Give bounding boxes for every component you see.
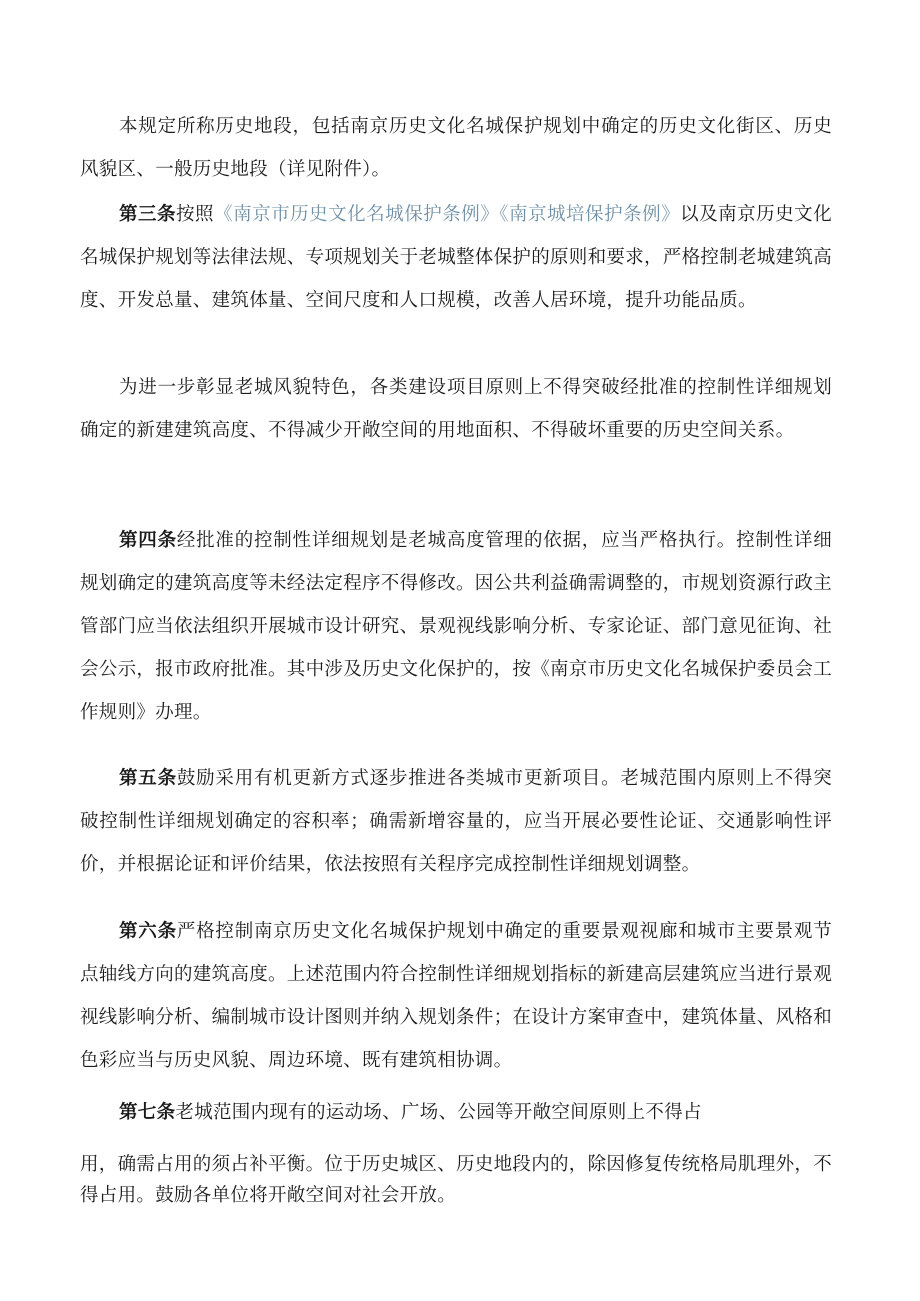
article-7-text: 老城范围内现有的运动场、广场、公园等开敞空间原则上不得占 — [175, 1102, 702, 1123]
article-3-pre: 按照 — [176, 204, 215, 225]
article-7-continuation — [80, 1149, 832, 1211]
article-3-text: 以及南京历史文化名城保护规划等法律法规、专项规划关于老城整体保护的原则和要求，严格控制老城建筑高度、开发总量、建筑体量、空间尺度和人口规模，改善人居环境，提升功能品质。 — [80, 204, 833, 311]
article-3-label: 第三条 — [119, 204, 177, 225]
paragraph-historic-areas — [80, 105, 832, 191]
article-4 — [80, 519, 832, 734]
paragraph-text: 本规定所称历史地段，包括南京历史文化名城保护规划中确定的历史文化街区、历史风貌区、一般历史地段（详见附件）。 — [80, 116, 832, 180]
regulation-reference-link[interactable]: 《南京市历史文化名城保护条例》《南京城培保护条例》 — [214, 204, 681, 225]
article-4-label: 第四条 — [119, 530, 177, 551]
article-7-label: 第七条 — [119, 1102, 176, 1123]
article-3 — [80, 193, 832, 322]
article-6-text: 严格控制南京历史文化名城保护规划中确定的重要景观视廊和城市主要景观节点轴线方向的建筑高度。上述范围内符合控制性详细规划指标的新建高层建筑应当进行景观视线影响分析、编制城市设计图则并纳入规划条件；在设计方案审查中，建筑体量、风格和色彩应当与历史风貌、周边环境、既有建筑相协调。 — [80, 921, 833, 1071]
paragraph-old-city-character — [80, 366, 832, 452]
article-7 — [80, 1091, 832, 1134]
article-6 — [80, 910, 832, 1082]
article-4-text: 经批准的控制性详细规划是老城高度管理的依据，应当严格执行。控制性详细规划确定的建筑高度等未经法定程序不得修改。因公共利益确需调整的，市规划资源行政主管部门应当依法组织开展城市设计研究、景观视线影响分析、专家论证、部门意见征询、社会公示，报市政府批准。其中涉及历史文化保护的，按《南京市历史文化名城保护委员会工作规则》办理。 — [80, 530, 833, 723]
paragraph-text: 为进一步彰显老城风貌特色，各类建设项目原则上不得突破经批准的控制性详细规划确定的新建建筑高度、不得减少开敞空间的用地面积、不得破坏重要的历史空间关系。 — [80, 377, 832, 441]
article-5-text: 鼓励采用有机更新方式逐步推进各类城市更新项目。老城范围内原则上不得突破控制性详细规划确定的容积率；确需新增容量的，应当开展必要性论证、交通影响性评价，并根据论证和评价结果，依法按照有关程序完成控制性详细规划调整。 — [80, 768, 833, 875]
article-7-continuation-text: 用，确需占用的须占补平衡。位于历史城区、历史地段内的，除因修复传统格局肌理外，不得占用。鼓励各单位将开敞空间对社会开放。 — [80, 1154, 833, 1206]
article-5 — [80, 757, 832, 886]
article-6-label: 第六条 — [119, 921, 177, 942]
article-5-label: 第五条 — [119, 768, 177, 789]
